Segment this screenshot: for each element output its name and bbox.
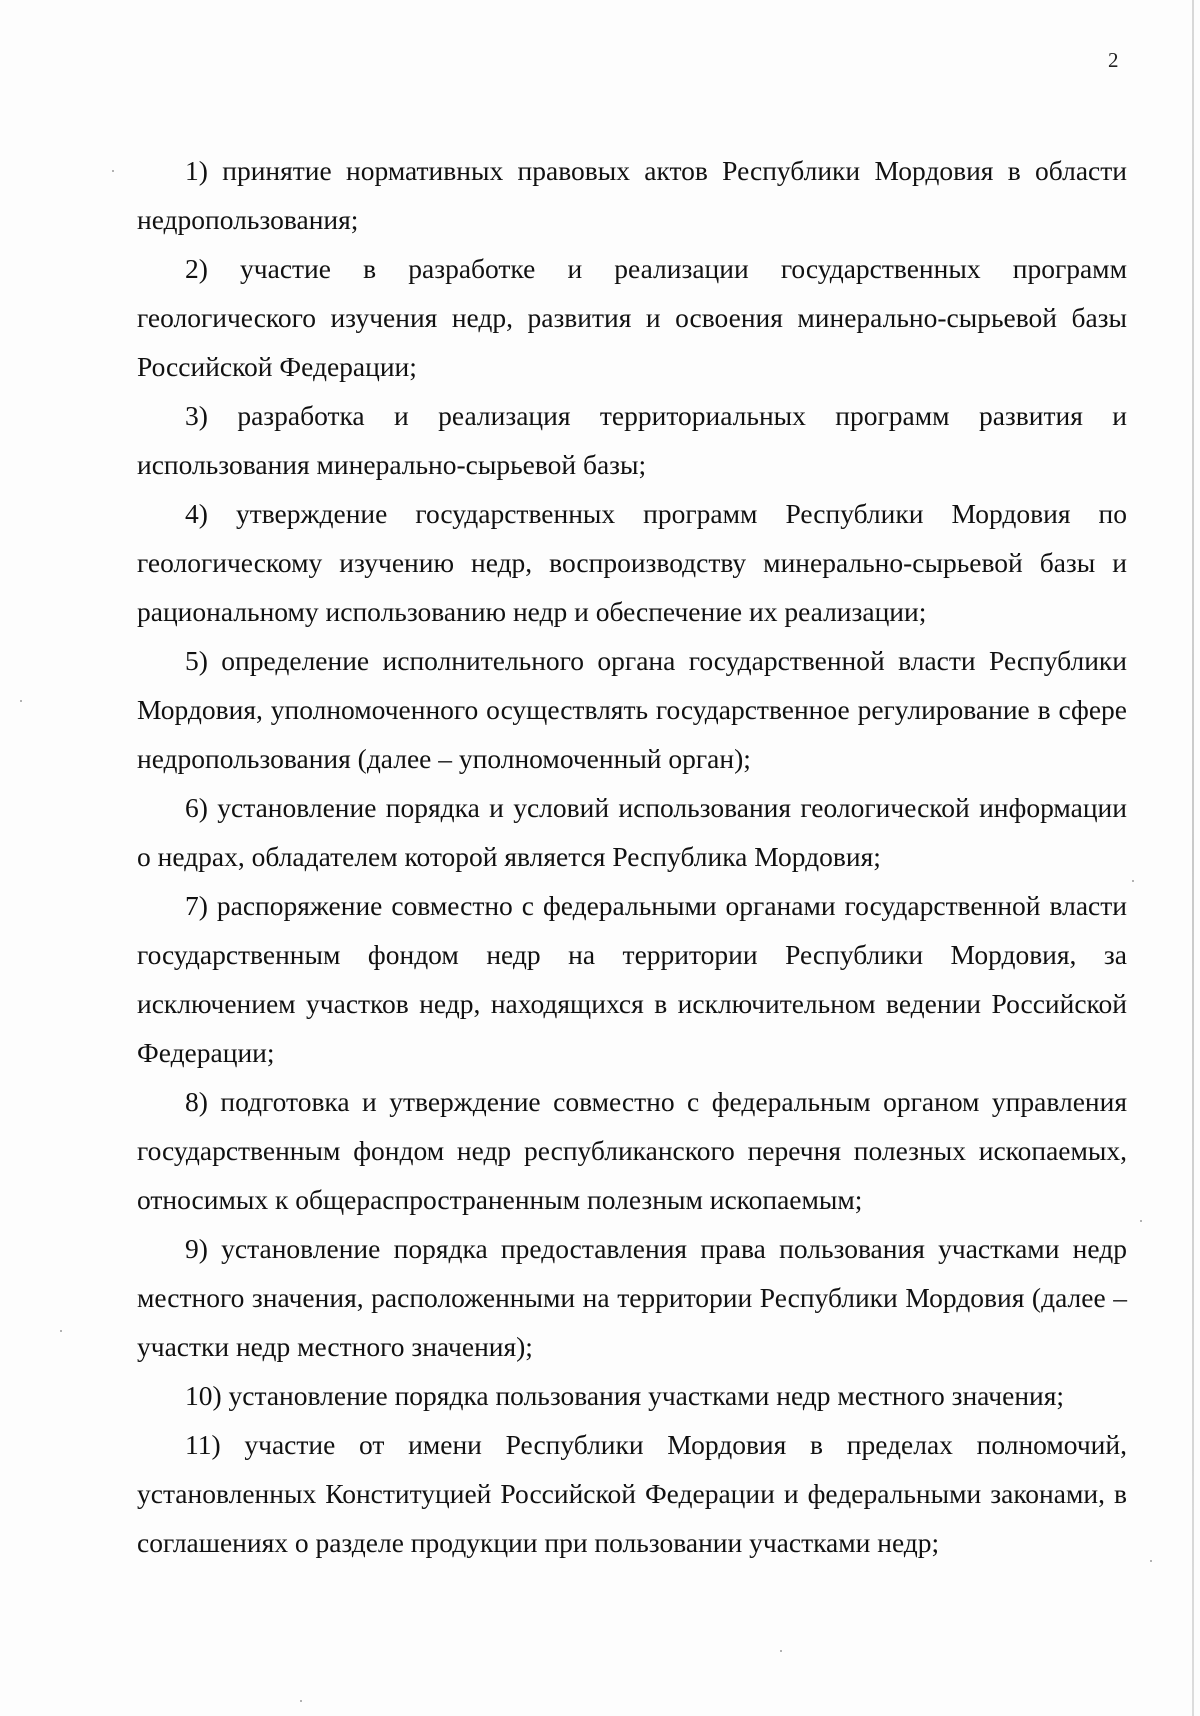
page-number: 2 — [1108, 48, 1119, 72]
paragraph-item-3: 3) разработка и реализация территориальных программ развития и использования минерально-сырьевой базы; — [137, 400, 1127, 480]
scan-edge-shadow — [1192, 0, 1194, 1716]
paragraph-item-6: 6) установление порядка и условий использования геологической информации о недрах, обладателем которой является Республика Мордовия; — [137, 792, 1127, 872]
paragraph-item-5: 5) определение исполнительного органа государственной власти Республики Мордовия, уполномоченного осуществлять государственное регулирование в сфере недропользования (далее – уполномоченный орган); — [137, 645, 1127, 774]
paragraph-item-11: 11) участие от имени Республики Мордовия в пределах полномочий, установленных Конституцией Российской Федерации и федеральными законами, в соглашениях о разделе продукции при пользовании участками недр; — [137, 1429, 1127, 1558]
paragraph-item-4: 4) утверждение государственных программ Республики Мордовия по геологическому изучению недр, воспроизводству минерально-сырьевой базы и рациональному использованию недр и обеспечение их реализации; — [137, 498, 1127, 627]
paragraph-item-10: 10) установление порядка пользования участками недр местного значения; — [185, 1380, 1065, 1411]
document-body — [137, 146, 1127, 1567]
paragraph-item-7: 7) распоряжение совместно с федеральными органами государственной власти государственным фондом недр на территории Республики Мордовия, за исключением участков недр, находящихся в исключительном ведении Российской Федерации; — [137, 890, 1127, 1068]
paragraph-item-1: 1) принятие нормативных правовых актов Республики Мордовия в области недропользования; — [137, 155, 1127, 235]
paragraph-item-9: 9) установление порядка предоставления права пользования участками недр местного значения, расположенными на территории Республики Мордовия (далее – участки недр местного значения); — [137, 1233, 1127, 1362]
paragraph-item-2: 2) участие в разработке и реализации государственных программ геологического изучения недр, развития и освоения минерально-сырьевой базы Российской Федерации; — [137, 253, 1127, 382]
paragraph-item-8: 8) подготовка и утверждение совместно с федеральным органом управления государственным фондом недр республиканского перечня полезных ископаемых, относимых к общераспространенным полезным ископаемым; — [137, 1086, 1127, 1215]
